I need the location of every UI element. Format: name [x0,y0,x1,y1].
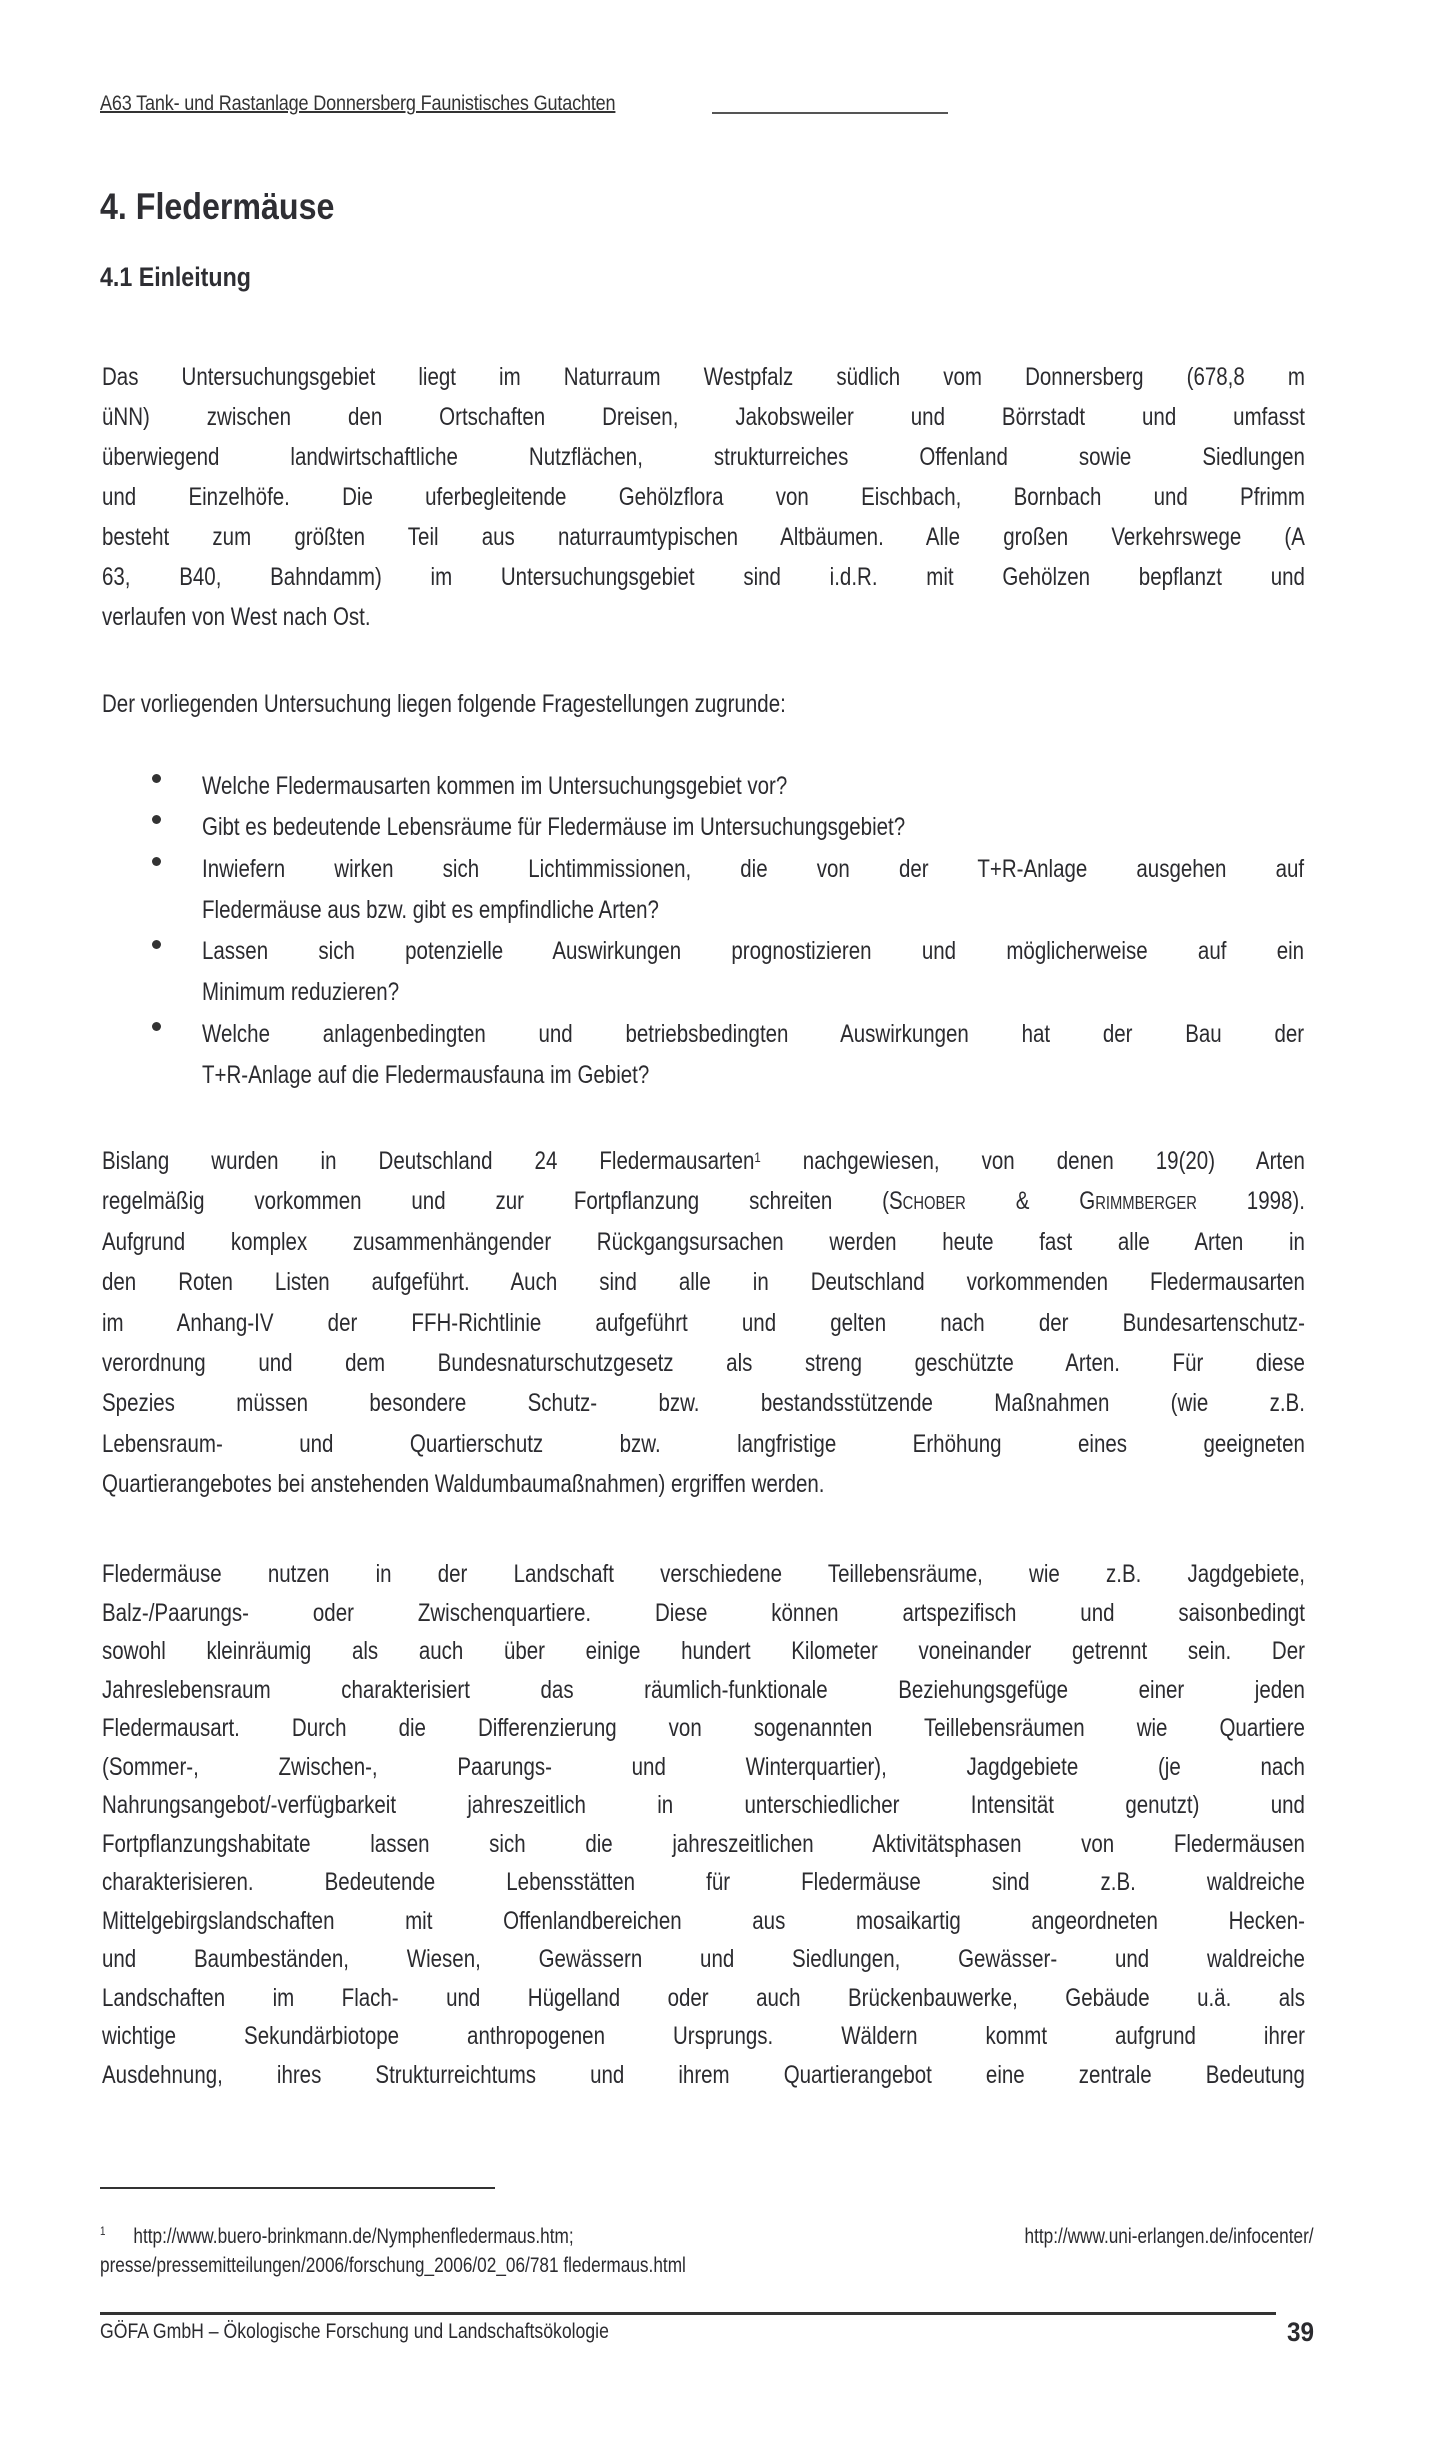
text-line: verlaufen von West nach Ost. [102,603,371,631]
footnote-marker: 1 [100,2224,106,2238]
list-item-continuation: Minimum reduzieren? [202,978,400,1007]
bullet-icon [152,940,161,949]
text-line: Nahrungsangebot/-verfügbarkeit jahreszeitlich in unterschiedlicher Intensität genutzt) und [102,1791,1305,1819]
list-item-continuation: Fledermäuse aus bzw. gibt es empfindliche Arten? [202,895,659,924]
citation-author: Grimmberger [1079,1187,1197,1216]
text-line: charakterisieren. Bedeutende Lebensstätten für Fledermäuse sind z.B. waldreiche [102,1868,1305,1896]
text-line: überwiegend landwirtschaftliche Nutzflächen, strukturreiches Offenland sowie Siedlungen [102,443,1305,471]
text-line: Fledermäuse nutzen in der Landschaft verschiedene Teillebensräume, wie z.B. Jagdgebiete, [102,1560,1305,1588]
footer-organization: GÖFA GmbH – Ökologische Forschung und Landschaftsökologie [100,2320,609,2343]
text-line: Lebensraum- und Quartierschutz bzw. langfristige Erhöhung eines geeigneten [102,1429,1305,1458]
bullet-icon [152,774,161,783]
text-line: Fledermausart. Durch die Differenzierung von sogenannten Teillebensräumen wie Quartiere [102,1714,1305,1742]
text-line: wichtige Sekundärbiotope anthropogenen Ursprungs. Wäldern kommt aufgrund ihrer [102,2022,1305,2050]
text-fragment: nachgewiesen, von denen 19(20) Arten [760,1147,1305,1175]
header-rule [712,112,948,114]
text-line: Das Untersuchungsgebiet liegt im Naturraum Westpfalz südlich vom Donnersberg (678,8 m [102,363,1305,391]
footnote-line[interactable]: presse/pressemitteilungen/2006/forschung_2006/02_06/781 fledermaus.html [100,2254,686,2277]
list-item: Welche anlagenbedingten und betriebsbedingten Auswirkungen hat der Bau der [202,1019,1305,1048]
question-items [202,766,1304,1096]
paragraph-species-protection [102,1141,1305,1505]
text-line [102,1181,1305,1221]
text-line: verordnung und dem Bundesnaturschutzgesetz als streng geschützte Arten. Für diese [102,1348,1305,1377]
text-line: Spezies müssen besondere Schutz- bzw. bestandsstützende Maßnahmen (wie z.B. [102,1389,1305,1418]
text-line: Aufgrund komplex zusammenhängender Rückgangsursachen werden heute fast alle Arten in [102,1227,1305,1256]
text-fragment: 1998). [1196,1187,1305,1216]
footer-rule [100,2312,1276,2315]
footnote [100,2222,1314,2280]
text-line: 63, B40, Bahndamm) im Untersuchungsgebiet sind i.d.R. mit Gehölzen bepflanzt und [102,563,1305,591]
footnote-reference[interactable]: 1 [754,1149,761,1165]
chapter-title: 4. Fledermäuse [100,186,335,227]
list-item-continuation: T+R-Anlage auf die Fledermausfauna im Gebiet? [202,1061,650,1090]
footnote-link[interactable]: http://www.uni-erlangen.de/infocenter/ [1024,2225,1314,2248]
text-line: Der vorliegenden Untersuchung liegen folgende Fragestellungen zugrunde: [102,690,786,718]
paragraph-habitats [102,1555,1305,2094]
text-line: Quartierangebotes bei anstehenden Waldumbaumaßnahmen) ergriffen werden. [102,1470,825,1499]
paragraph-study-area [102,357,1305,637]
text-line [102,1141,1305,1181]
text-line: Jahreslebensraum charakterisiert das räumlich-funktionale Beziehungsgefüge einer jeden [102,1675,1305,1704]
text-line: sowohl kleinräumig als auch über einige hundert Kilometer voneinander getrennt sein. Der [102,1637,1305,1665]
bullet-icon [152,1022,161,1031]
text-line: Ausdehnung, ihres Strukturreichtums und ihrem Quartierangebot eine zentrale Bedeutung [102,2060,1305,2089]
bullet-icon [152,815,161,824]
text-fragment: regelmäßig vorkommen und zur Fortpflanzung schreiten ( [102,1187,890,1216]
running-header: A63 Tank- und Rastanlage Donnersberg Faunistisches Gutachten [100,92,616,115]
text-line: den Roten Listen aufgeführt. Auch sind alle in Deutschland vorkommenden Fledermausarten [102,1268,1305,1297]
citation-author: Schober [889,1187,966,1216]
text-line: besteht zum größten Teil aus naturraumtypischen Altbäumen. Alle großen Verkehrswege (A [102,523,1305,551]
text-line: Balz-/Paarungs- oder Zwischenquartiere. Diese können artspezifisch und saisonbedingt [102,1598,1305,1627]
text-line: (Sommer-, Zwischen-, Paarungs- und Winterquartier), Jagdgebiete (je nach [102,1752,1305,1781]
text-fragment: & [965,1187,1080,1216]
text-line: im Anhang-IV der FFH-Richtlinie aufgeführt und gelten nach der Bundesartenschutz- [102,1308,1305,1337]
list-item: Inwiefern wirken sich Lichtimmissionen, die von der T+R-Anlage ausgehen auf [202,854,1305,883]
text-line: Landschaften im Flach- und Hügelland oder auch Brückenbauwerke, Gebäude u.ä. als [102,1983,1305,2012]
section-title: 4.1 Einleitung [100,262,251,292]
footnote-link[interactable]: http://www.buero-brinkmann.de/Nymphenfledermaus.htm; [133,2225,574,2248]
page-number: 39 [1287,2317,1315,2347]
list-item: Welche Fledermausarten kommen im Untersuchungsgebiet vor? [202,772,788,800]
list-item: Gibt es bedeutende Lebensräume für Fledermäuse im Untersuchungsgebiet? [202,813,906,842]
footnote-line [100,2222,1314,2251]
text-fragment: Bislang wurden in Deutschland 24 Fledermausarten [102,1147,755,1175]
text-line: üNN) zwischen den Ortschaften Dreisen, Jakobsweiler und Börrstadt und umfasst [102,403,1305,431]
text-line: Fortpflanzungshabitate lassen sich die jahreszeitlichen Aktivitätsphasen von Fledermäusen [102,1829,1305,1858]
questions-intro [102,684,1305,724]
bullet-icon [152,857,161,866]
text-line: und Einzelhöfe. Die uferbegleitende Gehölzflora von Eischbach, Bornbach und Pfrimm [102,483,1305,511]
footnote-separator [100,2187,495,2189]
text-line: Mittelgebirgslandschaften mit Offenlandbereichen aus mosaikartig angeordneten Hecken- [102,1906,1305,1935]
list-item: Lassen sich potenzielle Auswirkungen prognostizieren und möglicherweise auf ein [202,937,1305,966]
text-line: und Baumbeständen, Wiesen, Gewässern und Siedlungen, Gewässer- und waldreiche [102,1945,1305,1973]
